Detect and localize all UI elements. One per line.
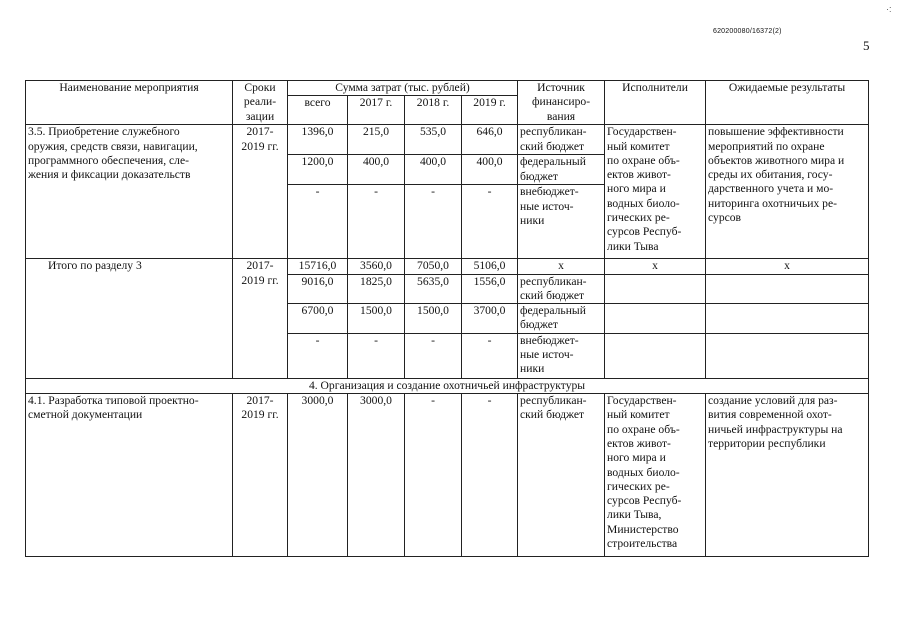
total3-l3-source: внебюджет- ные источ- ники — [518, 333, 605, 378]
total3-l2-result-empty — [706, 304, 869, 334]
total3-l1-total: 9016,0 — [288, 274, 348, 304]
row35-l2-2018: 400,0 — [405, 155, 462, 185]
row35-l1-2017: 215,0 — [348, 125, 405, 155]
row35-executor: Государствен- ный комитет по охране объ- ектов живот- ного мира и водных биоло- гических ре- сурсов Респуб- лики Тыва — [605, 125, 706, 259]
total3-first-2018: 7050,0 — [405, 259, 462, 274]
total3-first-executor: х — [605, 259, 706, 274]
total3-first-source: х — [518, 259, 605, 274]
total3-l2-executor-empty — [605, 304, 706, 334]
total3-first-total: 15716,0 — [288, 259, 348, 274]
total3-l2-total: 6700,0 — [288, 304, 348, 334]
total3-first-2017: 3560,0 — [348, 259, 405, 274]
row41-2019: - — [462, 394, 518, 557]
row35-result: повышение эффективности мероприятий по охране объектов животного мира и среды их обитания, госу- дарственного учета и мо- ниторинга охотничьих ре- сурсов — [706, 125, 869, 259]
total3-l1-2019: 1556,0 — [462, 274, 518, 304]
header-sum-title: Сумма затрат (тыс. рублей) — [288, 81, 518, 96]
row41-2018: - — [405, 394, 462, 557]
table-row — [26, 259, 869, 274]
row35-l3-2017: - — [348, 185, 405, 259]
header-source: Источник финансиро- вания — [518, 81, 605, 125]
row35-l1-2018: 535,0 — [405, 125, 462, 155]
total3-l3-2017: - — [348, 333, 405, 378]
header-total: всего — [288, 96, 348, 125]
header-executors: Исполнители — [605, 81, 706, 125]
row35-l3-2019: - — [462, 185, 518, 259]
total3-l2-2018: 1500,0 — [405, 304, 462, 334]
row41-terms: 2017- 2019 гг. — [233, 394, 288, 557]
total3-l1-executor-empty — [605, 274, 706, 304]
row41-total: 3000,0 — [288, 394, 348, 557]
row35-l3-total: - — [288, 185, 348, 259]
total3-l1-result-empty — [706, 274, 869, 304]
row35-l2-total: 1200,0 — [288, 155, 348, 185]
total3-l3-2018: - — [405, 333, 462, 378]
row41-source: республикан- ский бюджет — [518, 394, 605, 557]
header-terms: Сроки реали- зации — [233, 81, 288, 125]
corner-scan-mark: ·: — [886, 4, 892, 14]
row35-l1-2019: 646,0 — [462, 125, 518, 155]
total3-terms: 2017- 2019 гг. — [233, 259, 288, 378]
total3-l2-2019: 3700,0 — [462, 304, 518, 334]
row35-l1-source: республикан- ский бюджет — [518, 125, 605, 155]
row35-l2-source: федеральный бюджет — [518, 155, 605, 185]
total3-l3-total: - — [288, 333, 348, 378]
header-2018: 2018 г. — [405, 96, 462, 125]
header-results: Ожидаемые результаты — [706, 81, 869, 125]
row41-name: 4.1. Разработка типовой проектно- сметной документации — [26, 394, 233, 557]
row35-l2-2017: 400,0 — [348, 155, 405, 185]
total3-l1-2017: 1825,0 — [348, 274, 405, 304]
row35-name: 3.5. Приобретение служебного оружия, средств связи, навигации, программного обеспечения, сле- жения и фиксации доказательств — [26, 125, 233, 259]
program-table — [25, 80, 869, 557]
table-row — [26, 394, 869, 557]
total3-name: Итого по разделу 3 — [26, 259, 233, 378]
total3-l3-2019: - — [462, 333, 518, 378]
header-2019: 2019 г. — [462, 96, 518, 125]
row41-2017: 3000,0 — [348, 394, 405, 557]
row41-result: создание условий для раз- вития современной охот- ничьей инфраструктуры на территории республики — [706, 394, 869, 557]
row35-l3-source: внебюджет- ные источ- ники — [518, 185, 605, 259]
total3-l2-source: федеральный бюджет — [518, 304, 605, 334]
page-number: 5 — [863, 38, 870, 53]
total3-l1-source: республикан- ский бюджет — [518, 274, 605, 304]
document-code: 620200080/16372(2) — [713, 28, 782, 35]
row35-l2-2019: 400,0 — [462, 155, 518, 185]
row35-terms: 2017- 2019 гг. — [233, 125, 288, 259]
total3-l3-result-empty — [706, 333, 869, 378]
table-row — [26, 125, 869, 155]
row41-executor: Государствен- ный комитет по охране объ- ектов живот- ного мира и водных биоло- гических ре- сурсов Респуб- лики Тыва, Министерство строительства — [605, 394, 706, 557]
section4-title: 4. Организация и создание охотничьей инфраструктуры — [26, 378, 869, 393]
total3-first-2019: 5106,0 — [462, 259, 518, 274]
section-heading-row — [26, 378, 869, 393]
total3-first-result: х — [706, 259, 869, 274]
total3-l1-2018: 5635,0 — [405, 274, 462, 304]
header-2017: 2017 г. — [348, 96, 405, 125]
row35-l1-total: 1396,0 — [288, 125, 348, 155]
total3-l2-2017: 1500,0 — [348, 304, 405, 334]
header-name: Наименование мероприятия — [26, 81, 233, 125]
total3-l3-executor-empty — [605, 333, 706, 378]
row35-l3-2018: - — [405, 185, 462, 259]
header-row-top — [26, 81, 869, 96]
